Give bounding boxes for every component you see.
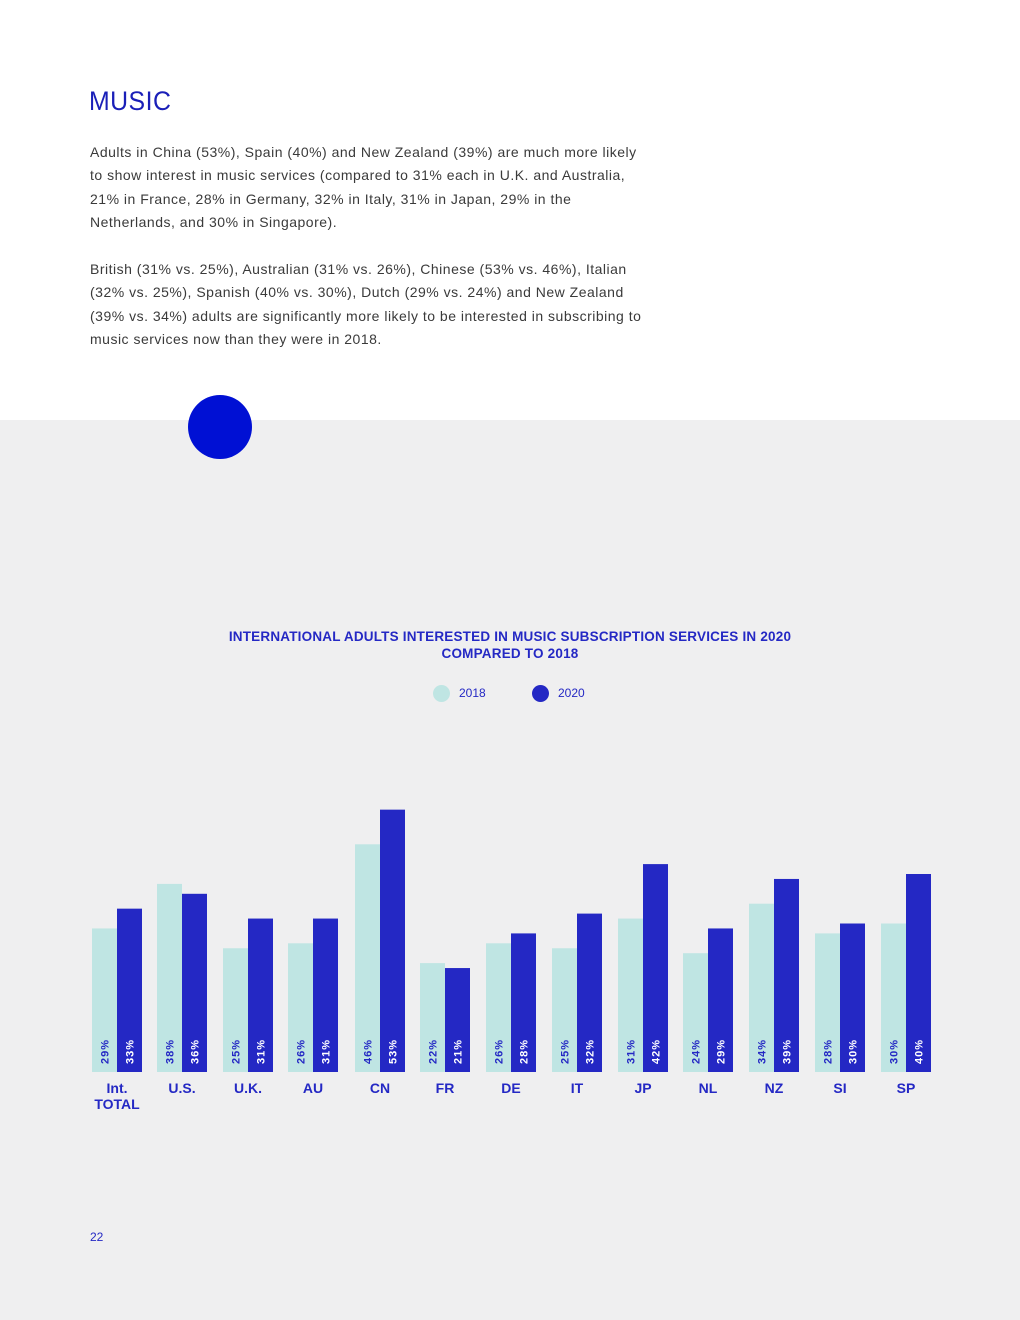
data-label-2018-3: 26% — [295, 1038, 308, 1064]
category-label-6: DE — [501, 1080, 521, 1096]
category-label-8: JP — [634, 1080, 652, 1096]
page-number: 22 — [90, 1230, 104, 1244]
bar-2018-4 — [355, 844, 380, 1072]
data-label-2018-7: 25% — [559, 1038, 572, 1064]
category-label-10: NZ — [764, 1080, 784, 1096]
data-label-2018-10: 34% — [756, 1038, 769, 1064]
comparison-paragraph: British (31% vs. 25%), Australian (31% vs. 26%), Chinese (53% vs. 46%), Italian (32% vs. 25%), Spanish (40% vs. 30%), Dutch (29% vs. 24%) and New Zealand (39% vs. 34%) adults are significantly more likely to be interested in subscribing to music services now than they were in 2018. — [90, 261, 642, 347]
data-label-2018-8: 31% — [625, 1038, 638, 1064]
bar-2020-4 — [380, 810, 405, 1072]
data-label-2020-9: 29% — [715, 1038, 728, 1064]
category-label-0-1: TOTAL — [94, 1096, 140, 1112]
legend-label-2018: 2018 — [459, 686, 486, 700]
section-heading: MUSIC — [89, 86, 172, 116]
data-label-2020-0: 33% — [124, 1038, 137, 1064]
data-label-2018-5: 22% — [427, 1038, 440, 1064]
legend-label-2020: 2020 — [558, 686, 585, 700]
category-label-9: NL — [698, 1080, 718, 1096]
data-label-2018-6: 26% — [493, 1038, 506, 1064]
data-label-2020-5: 21% — [452, 1038, 465, 1064]
category-label-0-0: Int. — [106, 1080, 128, 1096]
category-label-5: FR — [435, 1080, 455, 1096]
data-label-2018-1: 38% — [164, 1038, 177, 1064]
chart-title: INTERNATIONAL ADULTS INTERESTED IN MUSIC SUBSCRIPTION SERVICES IN 2020 COMPARED TO 2018 — [228, 629, 792, 661]
data-label-2020-10: 39% — [781, 1038, 794, 1064]
category-label-12: SP — [896, 1080, 916, 1096]
category-label-11: SI — [833, 1080, 847, 1096]
data-label-2018-4: 46% — [362, 1038, 375, 1064]
data-label-2020-6: 28% — [518, 1038, 531, 1064]
data-label-2020-4: 53% — [387, 1038, 400, 1064]
intro-paragraph: Adults in China (53%), Spain (40%) and New Zealand (39%) are much more likely to show interest in music services (compared to 31% each in U.K. and Australia, 21% in France, 28% in Germany, 32% in Italy, 31% in Japan, 29% in the Netherlands, and 30% in Singapore). — [90, 144, 637, 230]
data-label-2018-2: 25% — [230, 1038, 243, 1064]
data-label-2020-11: 30% — [847, 1038, 860, 1064]
category-label-2: U.K. — [234, 1080, 262, 1096]
data-label-2020-2: 31% — [255, 1038, 268, 1064]
data-label-2020-8: 42% — [650, 1038, 663, 1064]
category-label-3: AU — [302, 1080, 324, 1096]
data-label-2020-1: 36% — [189, 1038, 202, 1064]
data-label-2018-0: 29% — [99, 1038, 112, 1064]
data-label-2018-11: 28% — [822, 1038, 835, 1064]
data-label-2020-7: 32% — [584, 1038, 597, 1064]
category-label-1: U.S. — [168, 1080, 196, 1096]
data-label-2018-9: 24% — [690, 1038, 703, 1064]
category-label-4: CN — [369, 1080, 391, 1096]
data-label-2020-3: 31% — [320, 1038, 333, 1064]
data-label-2020-12: 40% — [913, 1038, 926, 1064]
category-label-7: IT — [570, 1080, 584, 1096]
data-label-2018-12: 30% — [888, 1038, 901, 1064]
